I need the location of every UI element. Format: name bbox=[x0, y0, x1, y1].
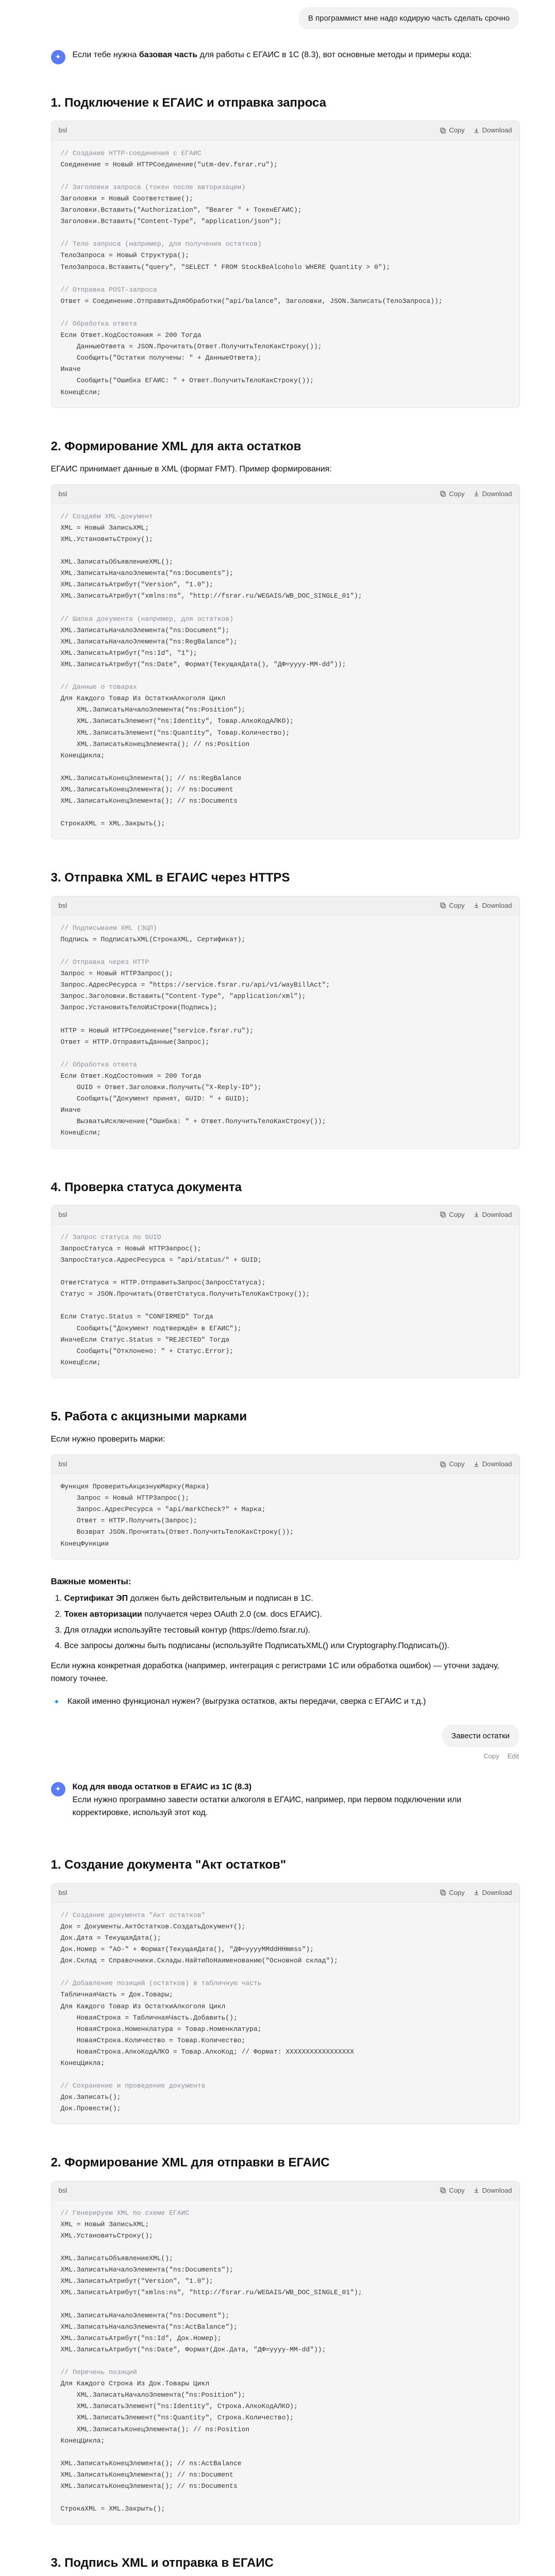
code-line: // Добавление позиций (остатков) в табличную часть bbox=[60, 1979, 262, 1988]
edit-message-button[interactable]: Edit bbox=[507, 1752, 519, 1760]
code-line: СтрокаXML = XML.Закрыть(); bbox=[60, 820, 165, 828]
code-actions bbox=[440, 1888, 512, 1898]
code-block bbox=[51, 1883, 520, 2125]
section-heading: 2. Формирование XML для акта остатков bbox=[51, 439, 301, 453]
code-actions bbox=[440, 1210, 512, 1220]
code-line: HTTP = Новый HTTPСоединение("service.fsrar.ru"); bbox=[60, 1026, 254, 1035]
assistant-avatar-icon: ✦ bbox=[51, 1782, 65, 1797]
section-heading: 4. Проверка статуса документа bbox=[51, 1180, 242, 1194]
code-line: КонецЦикла; bbox=[60, 2059, 105, 2067]
code-block-header bbox=[52, 2181, 519, 2200]
important-item-text: Все запросы должны быть подписаны (используйте ПодписатьXML() или Cryptography.Подписать()). bbox=[64, 1641, 449, 1651]
code-language: bsl bbox=[58, 1210, 68, 1218]
code-line: // Шапка документа (например, для остатков) bbox=[60, 615, 233, 623]
code-line: КонецЕсли; bbox=[60, 388, 101, 396]
code-actions bbox=[440, 1459, 512, 1469]
code-language: bsl bbox=[58, 2186, 68, 2194]
code-line: НоваяСтрока = ТабличнаяЧасть.Добавить(); bbox=[60, 2013, 238, 2022]
code-line: XML = Новый ЗаписьXML; bbox=[60, 2220, 149, 2228]
code-line: XML = Новый ЗаписьXML; bbox=[60, 523, 149, 532]
code-content bbox=[52, 1225, 519, 1378]
code-block bbox=[51, 121, 520, 408]
download-code-button[interactable]: Download bbox=[473, 901, 512, 911]
assistant-intro-2 bbox=[51, 1781, 520, 1826]
code-line: Запрос.АдресРесурса = "https://service.fsrar.ru/api/v1/wayBillAct"; bbox=[60, 981, 330, 989]
code-content bbox=[52, 2200, 519, 2524]
code-line: Док.Склад = Справочники.Склады.НайтиПоНаименованию("Основной склад"); bbox=[60, 1957, 338, 1965]
sections-part-1 bbox=[51, 93, 520, 1559]
code-block bbox=[51, 896, 520, 1149]
code-line: // Сохранение и проведение документа bbox=[60, 2082, 206, 2090]
copy-message-button[interactable]: Copy bbox=[483, 1752, 499, 1760]
code-line: XML.ЗаписатьНачалоЭлемента("ns:Document"); bbox=[60, 626, 230, 634]
code-line: Подпись = ПодписатьXML(СтрокаXML, Сертификат); bbox=[60, 935, 246, 943]
code-actions bbox=[440, 489, 512, 499]
code-line: Ответ = Соединение.ОтправитьДляОбработки("api/balance", Заголовки, JSON.Записать(ТелоЗапроса)); bbox=[60, 297, 443, 305]
code-line: // Тело запроса (например, для получения остатков) bbox=[60, 240, 262, 248]
copy-code-button[interactable]: Copy bbox=[440, 901, 464, 911]
code-line: // Создаём XML-документ bbox=[60, 512, 153, 520]
code-line: Соединение = Новый HTTPСоединение("utm-dev.fsrar.ru"); bbox=[60, 160, 278, 168]
download-code-button[interactable]: Download bbox=[473, 2185, 512, 2196]
code-line: ДанныеОтвета = JSON.Прочитать(Ответ.ПолучитьТелоКакСтроку()); bbox=[60, 343, 322, 351]
section-heading: 3. Подпись XML и отправка в ЕГАИС bbox=[51, 2556, 274, 2570]
code-line: Заголовки.Вставить("Authorization", "Bearer " + ТокенЕГАИС); bbox=[60, 206, 302, 214]
code-line: XML.ЗаписатьЭлемент("ns:Identity", Строка.АлкоКодАЛКО); bbox=[60, 2402, 298, 2411]
code-line: ЗапросСтатуса = Новый HTTPЗапрос(); bbox=[60, 1244, 201, 1252]
copy-icon bbox=[440, 1461, 446, 1468]
copy-code-button[interactable]: Copy bbox=[440, 489, 464, 499]
code-line: Заголовки = Новый Соответствие(); bbox=[60, 194, 193, 202]
copy-icon bbox=[440, 902, 446, 909]
section-heading: 3. Отправка XML в ЕГАИС через HTTPS bbox=[51, 871, 290, 885]
code-line: Сообщить("Отклонено: " + Статус.Error); bbox=[60, 1347, 233, 1355]
code-line: // Обработка ответа bbox=[60, 319, 137, 328]
section-heading: 2. Формирование XML для отправки в ЕГАИС bbox=[51, 2156, 330, 2170]
user-message-row bbox=[0, 0, 555, 29]
code-line: КонецЦикла; bbox=[60, 751, 105, 759]
code-block-header bbox=[52, 121, 519, 140]
code-line: XML.ЗаписатьАтрибут("ns:Id", "1"); bbox=[60, 649, 197, 657]
section-heading: 1. Создание документа "Акт остатков" bbox=[51, 1858, 287, 1872]
copy-icon bbox=[440, 490, 446, 497]
important-item bbox=[64, 1592, 520, 1605]
important-list bbox=[51, 1592, 520, 1653]
code-line: Запрос.Заголовки.Вставить("Content-Type", "application/xml"); bbox=[60, 992, 306, 1001]
important-item bbox=[64, 1640, 520, 1653]
code-line: ТелоЗапроса.Вставить("query", "SELECT * FROM StockBeAlcoholo WHERE Quantity > 0"); bbox=[60, 263, 391, 271]
download-icon bbox=[473, 1211, 480, 1218]
section-heading: 5. Работа с акцизными марками bbox=[51, 1409, 247, 1423]
important-tail: Если нужна конкретная доработка (например, интеграция с регистрами 1С или обработка ошибок) — уточни задачу, помогу точнее. bbox=[51, 1662, 499, 1683]
section-paragraph: Если нужно проверить марки: bbox=[51, 1435, 165, 1444]
code-line: Запрос = Новый HTTPЗапрос(); bbox=[60, 1494, 190, 1502]
code-line: // Обработка ответа bbox=[60, 1060, 137, 1069]
important-item bbox=[64, 1608, 520, 1621]
code-line: XML.ЗаписатьАтрибут("Version", "1.0"); bbox=[60, 581, 213, 589]
code-line: НоваяСтрока.Количество = Товар.Количество; bbox=[60, 2036, 246, 2044]
important-item-text: Для отладки используйте тестовый контур (https://demo.fsrar.ru). bbox=[64, 1625, 311, 1635]
download-code-button[interactable]: Download bbox=[473, 1459, 512, 1469]
sections-part-2 bbox=[51, 1855, 520, 2576]
code-line: XML.ЗаписатьАтрибут("ns:Date", Формат(Док.Дата, "ДФ=yyyy-MM-dd")); bbox=[60, 2345, 326, 2353]
section-heading: 1. Подключение к ЕГАИС и отправка запроса bbox=[51, 96, 327, 110]
code-line: XML.ЗаписатьНачалоЭлемента("ns:Position"); bbox=[60, 2391, 246, 2399]
code-line: ОтветСтатуса = HTTP.ОтправитьЗапрос(ЗапросСтатуса); bbox=[60, 1279, 266, 1287]
code-line: ТабличнаяЧасть = Док.Товары; bbox=[60, 1991, 173, 1999]
code-content bbox=[52, 504, 519, 839]
code-line: XML.ЗаписатьНачалоЭлемента("ns:Position"); bbox=[60, 706, 246, 714]
assistant-avatar-icon: ✦ bbox=[51, 50, 65, 64]
code-content bbox=[52, 141, 519, 408]
download-icon bbox=[473, 2187, 480, 2194]
pin-icon: 🔹 bbox=[51, 1696, 62, 1707]
code-line: XML.ЗаписатьКонецЭлемента(); // ns:Documents bbox=[60, 2482, 238, 2490]
section-paragraph: ЕГАИС принимает данные в XML (формат FMT). Пример формирования: bbox=[51, 464, 332, 473]
code-line: Запрос = Новый HTTPЗапрос(); bbox=[60, 970, 173, 978]
code-line: НоваяСтрока.АлкоКодАЛКО = Товар.АлкоКод; // Формат: XXXXXXXXXXXXXXXXX bbox=[60, 2047, 354, 2056]
code-language: bsl bbox=[58, 1460, 68, 1468]
code-line: Сообщить("Документ принят, GUID: " + GUID); bbox=[60, 1095, 250, 1103]
code-content bbox=[52, 1474, 519, 1559]
code-line: // Создание документа "Акт остатков" bbox=[60, 1911, 206, 1919]
code-content bbox=[52, 1903, 519, 2124]
code-line: Док.Записать(); bbox=[60, 2093, 121, 2102]
code-line: Заголовки.Вставить("Content-Type", "application/json"); bbox=[60, 217, 282, 226]
code-line: Док.Дата = ТекущаяДата(); bbox=[60, 1934, 161, 1942]
code-line: Иначе bbox=[60, 1106, 81, 1114]
user-message-actions bbox=[0, 1751, 555, 1761]
code-line: СтрокаXML = XML.Закрыть(); bbox=[60, 2505, 165, 2513]
code-line: Статус = JSON.Прочитать(ОтветСтатуса.ПолучитьТелоКакСтроку()); bbox=[60, 1290, 310, 1298]
code-line: Ответ = HTTP.ОтправитьДанные(Запрос); bbox=[60, 1038, 210, 1046]
code-line: ТелоЗапроса = Новый Структура(); bbox=[60, 251, 190, 260]
assistant-response bbox=[36, 49, 520, 1709]
code-line: КонецФункции bbox=[60, 1539, 109, 1548]
code-line: XML.ЗаписатьЭлемент("ns:Quantity", Строка.Количество); bbox=[60, 2414, 294, 2422]
user-edit-row bbox=[0, 1725, 555, 1747]
code-line: XML.УстановитьСтроку(); bbox=[60, 2231, 153, 2240]
code-line: КонецЕсли; bbox=[60, 1129, 101, 1137]
download-code-button[interactable]: Download bbox=[473, 1888, 512, 1898]
code-line: ВызватьИсключение("Ошибка: " + Ответ.ПолучитьТелоКакСтроку()); bbox=[60, 1117, 326, 1126]
code-line: // Данные о товарах bbox=[60, 683, 137, 691]
code-line: Если Ответ.КодСостояния = 200 Тогда bbox=[60, 1072, 201, 1080]
important-item-text: должен быть действительным и подписан в 1С. bbox=[128, 1594, 313, 1603]
code-line: XML.ЗаписатьАтрибут("ns:Date", Формат(ТекущаяДата(), "ДФ=yyyy-MM-dd")); bbox=[60, 660, 346, 668]
copy-icon bbox=[440, 127, 446, 134]
code-block-header bbox=[52, 485, 519, 504]
code-line: XML.ЗаписатьАтрибут("xmlns:ns", "http://fsrar.ru/WEGAIS/WB_DOC_SINGLE_01"); bbox=[60, 592, 362, 600]
code-line: XML.ЗаписатьНачалоЭлемента("ns:Documents"); bbox=[60, 2266, 233, 2274]
code-line: XML.ЗаписатьКонецЭлемента(); // ns:Document bbox=[60, 786, 233, 794]
code-line: Сообщить("Ошибка ЕГАИС: " + Ответ.ПолучитьТелоКакСтроку()); bbox=[60, 377, 314, 385]
code-language: bsl bbox=[58, 126, 68, 134]
copy-code-button[interactable]: Copy bbox=[440, 2185, 464, 2196]
code-line: // Заголовки запроса (токен после авторизации) bbox=[60, 183, 246, 191]
code-language: bsl bbox=[58, 489, 68, 498]
user-message-bubble-2: Завести остатки bbox=[442, 1725, 519, 1747]
copy-icon bbox=[440, 1889, 446, 1896]
code-line: Если Статус.Status = "CONFIRMED" Тогда bbox=[60, 1313, 213, 1321]
intro-text: Если тебе нужна базовая часть для работы с ЕГАИС в 1С (8.3), вот основные методы и примеры кода: bbox=[72, 50, 472, 60]
download-icon bbox=[473, 127, 480, 134]
copy-icon bbox=[440, 1211, 446, 1218]
code-line: XML.ЗаписатьОбъявлениеXML(); bbox=[60, 2255, 173, 2263]
important-item bbox=[64, 1624, 520, 1637]
code-actions bbox=[440, 2185, 512, 2196]
download-icon bbox=[473, 902, 480, 909]
code-line: XML.УстановитьСтроку(); bbox=[60, 535, 153, 543]
code-line: // Подписываем XML (ЭЦП) bbox=[60, 924, 157, 932]
code-line: // Создание HTTP-соединения с ЕГАИС bbox=[60, 149, 201, 157]
code-block-header bbox=[52, 896, 519, 916]
copy-icon bbox=[440, 2187, 446, 2194]
code-line: Док = Документы.АктОстатков.СоздатьДокумент(); bbox=[60, 1922, 246, 1930]
code-line: // Запрос статуса по GUID bbox=[60, 1233, 161, 1241]
code-line: КонецЦикла; bbox=[60, 2436, 105, 2445]
code-line: Для Каждого Строка Из Док.Товары Цикл bbox=[60, 2380, 210, 2388]
code-line: ЗапросСтатуса.АдресРесурса = "api/status/" + GUID; bbox=[60, 1256, 262, 1264]
code-line: XML.ЗаписатьКонецЭлемента(); // ns:Position bbox=[60, 2425, 250, 2433]
code-line: XML.ЗаписатьАтрибут("ns:Id", Док.Номер); bbox=[60, 2334, 222, 2342]
code-line: Функция ПроверитьАкцизнуюМарку(Марка) bbox=[60, 1483, 210, 1491]
code-block bbox=[51, 1205, 520, 1378]
assistant-response-2 bbox=[36, 1781, 520, 2576]
code-line: Возврат JSON.Прочитать(Ответ.ПолучитьТелоКакСтроку()); bbox=[60, 1528, 294, 1536]
download-icon bbox=[473, 490, 480, 497]
code-actions bbox=[440, 125, 512, 135]
download-code-button[interactable]: Download bbox=[473, 125, 512, 135]
user-message-bubble: В программист мне надо кодирую часть сделать срочно bbox=[299, 7, 519, 29]
code-line: XML.ЗаписатьКонецЭлемента(); // ns:ActBalance bbox=[60, 2459, 242, 2467]
code-line: XML.ЗаписатьАтрибут("xmlns:ns", "http://fsrar.ru/WEGAIS/WB_DOC_SINGLE_01"); bbox=[60, 2289, 362, 2297]
code-content bbox=[52, 916, 519, 1148]
code-line: НоваяСтрока.Номенклатура = Товар.Номенклатура; bbox=[60, 2025, 262, 2033]
code-line: XML.ЗаписатьКонецЭлемента(); // ns:Documents bbox=[60, 797, 238, 805]
code-line: XML.ЗаписатьАтрибут("Version", "1.0"); bbox=[60, 2277, 213, 2285]
assistant-intro bbox=[51, 49, 520, 64]
question-text: Какой именно функционал нужен? (выгрузка остатков, акты передачи, сверка с ЕГАИС и т.д.) bbox=[67, 1697, 426, 1706]
download-icon bbox=[473, 1889, 480, 1896]
important-item-bold: Токен авторизации bbox=[64, 1609, 142, 1619]
important-item-text: получается через OAuth 2.0 (см. docs ЕГАИС). bbox=[142, 1609, 322, 1619]
code-language: bsl bbox=[58, 1888, 68, 1896]
code-line: ИначеЕсли Статус.Status = "REJECTED" Тогда bbox=[60, 1335, 230, 1344]
code-line: Иначе bbox=[60, 365, 81, 374]
code-block bbox=[51, 2181, 520, 2525]
copy-code-button[interactable]: Copy bbox=[440, 1888, 464, 1898]
code-line: Запрос.УстановитьТелоИзСтроки(Подпись); bbox=[60, 1004, 217, 1012]
code-line: XML.ЗаписатьНачалоЭлемента("ns:RegBalance"); bbox=[60, 637, 238, 646]
code-line: Для Каждого Товар Из ОстаткиАлкоголя Цикл bbox=[60, 694, 226, 703]
download-code-button[interactable]: Download bbox=[473, 1210, 512, 1220]
code-block-header bbox=[52, 1206, 519, 1225]
code-line: GUID = Ответ.Заголовки.Получить("X-Reply-ID"); bbox=[60, 1083, 262, 1092]
code-line: КонецЕсли; bbox=[60, 1358, 101, 1366]
code-line: Сообщить("Документ подтверждён в ЕГАИС"); bbox=[60, 1324, 242, 1332]
question-row bbox=[51, 1695, 520, 1709]
copy-code-button[interactable]: Copy bbox=[440, 1210, 464, 1220]
copy-code-button[interactable]: Copy bbox=[440, 125, 464, 135]
code-actions bbox=[440, 901, 512, 911]
download-icon bbox=[473, 1461, 480, 1468]
code-line: XML.ЗаписатьОбъявлениеXML(); bbox=[60, 558, 173, 566]
code-line: XML.ЗаписатьНачалоЭлемента("ns:Documents"); bbox=[60, 569, 233, 578]
code-line: Если Ответ.КодСостояния = 200 Тогда bbox=[60, 331, 201, 340]
code-line: XML.ЗаписатьНачалоЭлемента("ns:Document"); bbox=[60, 2311, 230, 2319]
code-line: // Перечень позиций bbox=[60, 2368, 137, 2377]
code-line: Док.Провести(); bbox=[60, 2105, 121, 2113]
code-line: // Отправка POST-запроса bbox=[60, 285, 157, 294]
code-line: XML.ЗаписатьЭлемент("ns:Identity", Товар.АлкоКодАЛКО); bbox=[60, 717, 294, 725]
code-line: XML.ЗаписатьКонецЭлемента(); // ns:Document bbox=[60, 2470, 233, 2479]
code-line: XML.ЗаписатьКонецЭлемента(); // ns:Position bbox=[60, 740, 250, 748]
code-line: Док.Номер = "АО-" + Формат(ТекущаяДата(), "ДФ=yyyyMMddHHmmss"); bbox=[60, 1945, 314, 1954]
important-item-bold: Сертификат ЭП bbox=[64, 1594, 128, 1603]
download-code-button[interactable]: Download bbox=[473, 489, 512, 499]
code-line: Ответ = HTTP.Получить(Запрос); bbox=[60, 1517, 197, 1525]
code-line: XML.ЗаписатьКонецЭлемента(); // ns:RegBalance bbox=[60, 774, 242, 782]
code-line: Запрос.АдресРесурса = "api/markCheck?" + Марка; bbox=[60, 1505, 266, 1514]
code-line: Для Каждого Товар Из ОстаткиАлкоголя Цикл bbox=[60, 2002, 226, 2010]
code-line: // Отправка через HTTP bbox=[60, 958, 149, 966]
code-block-header bbox=[52, 1455, 519, 1474]
copy-code-button[interactable]: Copy bbox=[440, 1459, 464, 1469]
important-heading: Важные моменты: bbox=[51, 1576, 131, 1586]
code-line: XML.ЗаписатьНачалоЭлемента("ns:ActBalance"); bbox=[60, 2323, 238, 2331]
code-line: Сообщить("Остатки получены: " + ДанныеОтвета); bbox=[60, 354, 262, 362]
code-block-header bbox=[52, 1884, 519, 1903]
code-line: XML.ЗаписатьЭлемент("ns:Quantity", Товар.Количество); bbox=[60, 728, 290, 737]
code-block bbox=[51, 484, 520, 840]
code-line: // Генерируем XML по схеме ЕГАИС bbox=[60, 2209, 190, 2217]
intro2-heading: Код для ввода остатков в ЕГАИС из 1С (8.3) bbox=[72, 1783, 252, 1792]
code-block bbox=[51, 1454, 520, 1560]
intro2-body: Если нужно программно завести остатки алкоголя в ЕГАИС, например, при первом подключении или корректировке, используй этот код. bbox=[72, 1795, 462, 1817]
code-language: bsl bbox=[58, 901, 68, 909]
